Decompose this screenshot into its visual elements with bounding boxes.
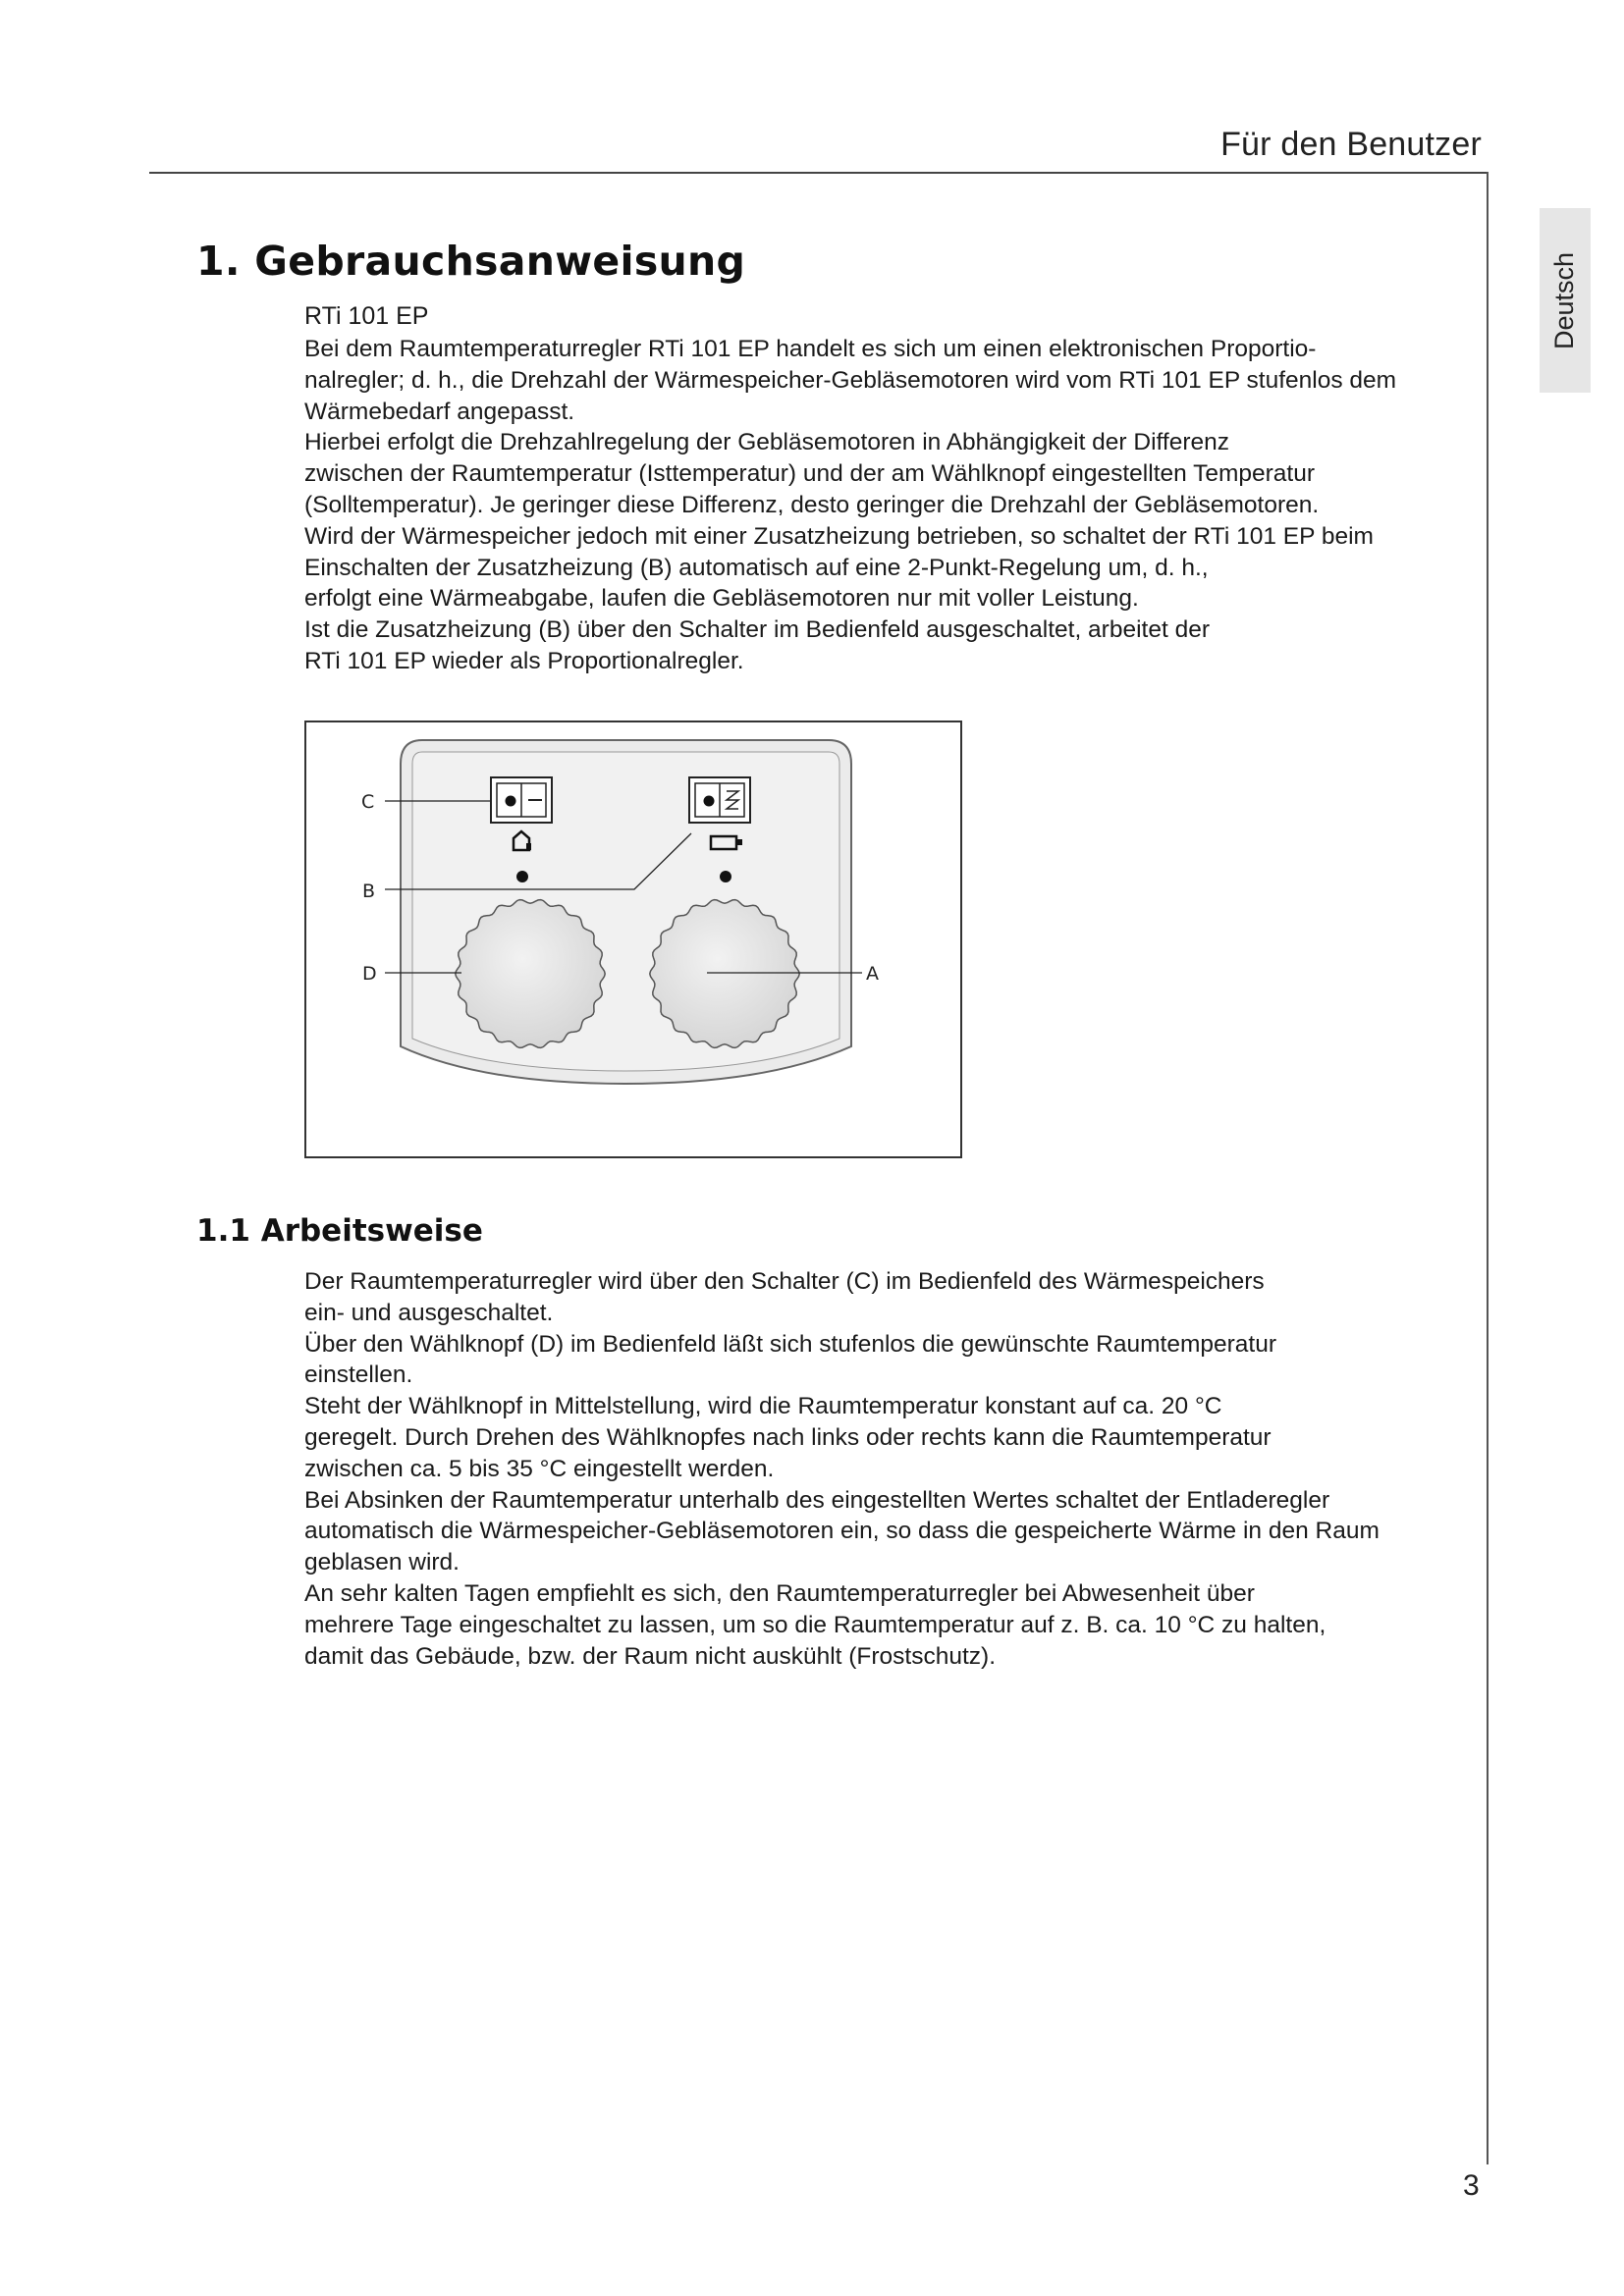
intro-line: Bei dem Raumtemperaturregler RTi 101 EP handelt es sich um einen elektronischen Proportio- (304, 336, 1317, 362)
section-line: Der Raumtemperaturregler wird über den Schalter (C) im Bedienfeld des Wärmespeichers (304, 1268, 1265, 1295)
intro-line: zwischen der Raumtemperatur (Isttemperatur) und der am Wählknopf eingestellten Temperatur (304, 460, 1316, 488)
section-line: mehrere Tage eingeschaltet zu lassen, um so die Raumtemperatur auf z. B. ca. 10 °C zu halten, (304, 1611, 1326, 1638)
header-rule (149, 172, 1489, 174)
intro-line: Wird der Wärmespeicher jedoch mit einer Zusatzheizung betrieben, so schaltet der RTi 101 EP beim (304, 522, 1374, 550)
section-line: automatisch die Wärmespeicher-Gebläsemotoren ein, so dass die gespeicherte Wärme in den Raum (304, 1518, 1380, 1545)
label-a: A (866, 963, 879, 985)
margin-rule (1487, 172, 1489, 2164)
switch-b (689, 777, 750, 823)
intro-paragraph (304, 334, 1463, 677)
intro-line: RTi 101 EP wieder als Proportionalregler. (304, 647, 744, 674)
intro-line: Ist die Zusatzheizung (B) über den Schalter im Bedienfeld ausgeschaltet, arbeitet der (304, 616, 1210, 644)
section-line: Steht der Wählknopf in Mittelstellung, wird die Raumtemperatur konstant auf ca. 20 °C (304, 1393, 1222, 1420)
section-line: geregelt. Durch Drehen des Wählknopfes nach links oder rechts kann die Raumtemperatur (304, 1423, 1272, 1451)
switch-c (491, 777, 552, 823)
page-number: 3 (1463, 2169, 1480, 2202)
page-header-title: Für den Benutzer (1220, 126, 1482, 163)
language-tab-label: Deutsch (1549, 251, 1580, 349)
section-title: 1.1 Arbeitsweise (196, 1213, 483, 1249)
chapter-subtitle: RTi 101 EP (304, 302, 429, 330)
section-line: einstellen. (304, 1362, 413, 1389)
control-panel-figure (304, 721, 962, 1158)
indicator-dot-right (720, 871, 731, 882)
section-line: ein- und ausgeschaltet. (304, 1299, 554, 1326)
intro-line: Hierbei erfolgt die Drehzahlregelung der Gebläsemotoren in Abhängigkeit der Differenz (304, 429, 1229, 456)
control-panel-drawing (306, 722, 960, 1156)
intro-line: nalregler; d. h., die Drehzahl der Wärmespeicher-Gebläsemotoren wird vom RTi 101 EP stufenlos dem (304, 366, 1397, 394)
section-line: zwischen ca. 5 bis 35 °C eingestellt werden. (304, 1455, 775, 1482)
section-paragraph (304, 1266, 1463, 1672)
label-d: D (362, 963, 377, 985)
label-b: B (362, 881, 376, 902)
section-line: An sehr kalten Tagen empfiehlt es sich, den Raumtemperaturregler bei Abwesenheit über (304, 1579, 1255, 1607)
language-tab (1540, 208, 1591, 393)
section-line: geblasen wird. (304, 1549, 460, 1576)
intro-line: Einschalten der Zusatzheizung (B) automatisch auf eine 2-Punkt-Regelung um, d. h., (304, 554, 1209, 581)
section-line: damit das Gebäude, bzw. der Raum nicht auskühlt (Frostschutz). (304, 1642, 997, 1670)
indicator-dot-left (516, 871, 528, 882)
chapter-title: 1. Gebrauchsanweisung (196, 238, 746, 285)
intro-line: Wärmebedarf angepasst. (304, 398, 575, 425)
section-line: Bei Absinken der Raumtemperatur unterhalb des eingestellten Wertes schaltet der Entladeregler (304, 1486, 1330, 1514)
intro-line: (Solltemperatur). Je geringer diese Differenz, desto geringer die Drehzahl der Gebläsemotoren. (304, 491, 1320, 518)
section-line: Über den Wählknopf (D) im Bedienfeld läßt sich stufenlos die gewünschte Raumtemperatur (304, 1330, 1277, 1358)
label-c: C (361, 791, 375, 813)
intro-line: erfolgt eine Wärmeabgabe, laufen die Gebläsemotoren nur mit voller Leistung. (304, 585, 1139, 613)
